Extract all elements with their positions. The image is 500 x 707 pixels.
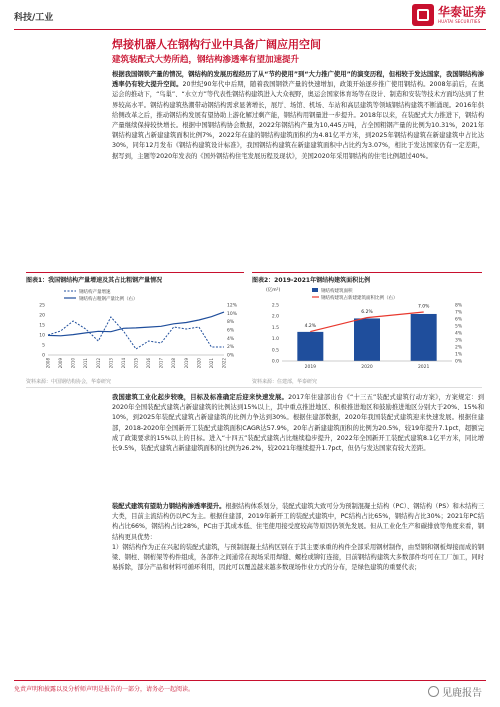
figure-1-title: 图表1：我国钢结构产量增速及其占比粗钢产量情况 [26,277,163,284]
figure-1-y-left-tick: 25 [39,303,45,309]
figure-1-x-tick: 2018 [171,358,177,369]
figure-1-source: 资料来源：中国钢结构协会，华泰研究 [26,379,112,385]
figure-2-y-left-tick: 1.0 [271,337,279,343]
figure-1-x-tick: 2014 [120,358,126,369]
figure-2-y-left-tick: 2.0 [271,314,279,320]
figure-1-chart [26,285,244,375]
figure-1-y-right-tick: 10% [227,311,238,317]
figure-1-x-tick: 2008 [45,358,51,369]
figure-2-y-left-tick: 1.5 [271,325,279,331]
figure-1-y-left-tick: 15 [39,323,45,329]
figure-1-x-tick: 2011 [83,358,89,369]
figure-2-y-left-tick: 0.5 [271,348,279,354]
figure-2-y-right-tick: 8% [455,303,463,309]
paragraph-2 [112,393,484,454]
paragraph-2-body: 2017年住建部出台《“十三五”装配式建筑行动方案》，方案规定：到2020年全国装配式建筑占新建建筑的比例达到15%以上，其中重点推进地区、积极推进地区和鼓励推进地区分别大于20%、15%和10%，到2025年装配式建筑占新建建筑的比例力争达到30%。根据住建部数据，2020年我国装配式建筑迎来快速发展。根据住建部，2018-2020年全国新开工装配式建筑面积CAGR达57.9%，20年占新建建筑面积的比例为20.5%，较19年提升7.1pct，超额完成了政策要求的15%以上的目标。进入“十四五”装配式建筑占比继续稳步提升，2022年全国新开工装配式建筑8.1亿平方米，同比增长9.5%，装配式建筑占新建建筑面积的比例为26.2%，较2021年继续提升1.7pct，但仍与发达国家有较大差距。 [112,394,484,453]
figure-2-data-label: 7.0% [417,304,430,310]
figure-1-x-tick: 2017 [158,358,164,369]
brand-name: 华泰证券 [437,5,486,19]
figure-1-x-tick: 2015 [133,358,139,369]
page-subtitle: 建筑装配式大势所趋，钢结构渗透率有望加速提升 [112,55,300,65]
source-divider [26,387,482,388]
figure-1-x-tick: 2022 [221,358,227,369]
figure-1-y-left-tick: 5 [42,343,45,349]
figure-1-x-tick: 2009 [58,358,64,369]
figure-2-y-right-tick: 7% [455,310,463,316]
figure-1-y-right-tick: 8% [227,320,235,326]
figure-2-data-label: 6.2% [361,310,373,316]
figure-1-x-tick: 2019 [183,358,189,369]
brand-logo-block [412,4,486,26]
paragraph-3-body: 根据结构体系划分，装配式建筑大致可分为预制混凝土结构（PC）、钢结构（PS）和木结构三大类，目前主流结构仍以PC为主。根据住建部，2019年新开工的装配式建筑中，PC结构占比65%，钢结构占比30%；2021年PC结构占比66%，钢结构占比28%，PC由于其成本低、住宅使用接受度较高等原因仍领先发展。但从工业化生产和碳排放等角度来看，钢结构更具优势： [112,503,485,541]
figure-1-x-tick: 2020 [196,358,202,369]
figure-2 [252,272,482,375]
figure-2-chart [252,285,482,375]
huatai-logo-icon [412,4,434,26]
brand-subname: HUATAI SECURITIES [437,19,481,24]
figure-2-legend-a: 钢结构建筑面积 [321,289,353,294]
header-section-label: 科技/工业 [14,13,54,23]
figure-2-data-label: 4.2% [304,324,317,330]
figure-1-y-left-tick: 0 [42,353,45,359]
figure-1-x-tick: 2010 [70,358,76,369]
figure-2-title: 图表2：2019-2021年钢结构建筑面积比例 [252,277,371,284]
figure-2-bar [354,318,380,361]
figure-1-y-right-tick: 0% [227,353,235,359]
paragraph-2-lead: 我国建筑工业化起步较晚，目标及标准确定后迎来快速发展。 [112,394,289,401]
page-title: 焊接机器人在钢构行业中具备广阔应用空间 [112,38,321,51]
paragraph-1 [112,70,484,162]
figure-1-y-right-tick: 4% [227,336,235,342]
figure-2-bar [297,332,323,361]
footer-divider [14,680,486,681]
figure-1-y-left-tick: 20 [39,313,45,319]
figure-2-bar [411,314,437,361]
figure-2-y-left-tick: 0.0 [271,359,279,365]
figure-1-legend-b: 钢结构占粗钢产量比例（右） [79,297,138,302]
figure-2-legend-b: 钢结构建筑占新建建筑面积比例（右） [321,296,398,301]
figure-1-legend-a: 钢结构产量增速 [79,290,111,295]
figure-2-x-tick: 2021 [417,365,430,370]
series-growth-line [48,317,224,349]
figure-2-y-right-tick: 4% [455,331,463,337]
series-share-line [48,312,224,336]
figure-2-y-left-tick: 2.5 [271,303,279,309]
figure-1-x-tick: 2012 [95,358,101,369]
figure-1-y-right-tick: 12% [227,303,238,309]
figure-1-x-tick: 2013 [108,358,114,369]
figure-2-y-right-tick: 0% [455,359,463,365]
paragraph-1-body: 20世纪90年代中后期，随着我国钢铁产量的快速增加，政策开始逐步推广使用钢结构。2008年前后，在奥运会的推动下，“鸟巢”、“水立方”等代表性钢结构建筑进入大众视野，奥运会国家体育场等在设计、制造和安装等技术方面均达到了世界较高水平。钢结构建筑热潮带动钢结构需求显著增长，展厅、场馆、机场、车站和高层建筑等领域钢结构建筑不断涌现。2016年供给侧改革之后，推动钢结构发展有望协助上游化解过剩产能，钢结构用钢量进一步提升。2018年以来，在装配式大力推进下，钢结构产量继续保持较快增长。根据中国钢结构协会数据，2022年钢结构产量为10,445万吨，占全国粗钢产量的比例为10.31%，2021年钢结构建筑占新建建筑面积比例7%，2022年在建的钢结构建筑面积约为4.81亿平方米，到2025年钢结构建筑在新建建筑中占比达30%，同年12月发布《钢结构建筑设计标准》，我国钢结构建筑在新建建筑面积中占比约为3.07%，相比于发达国家仍有一定差距，据写到，主题等2020年发表的《国外钢结构住宅发展历程及现状》，美国2020年采用钢结构的住宅比例超过40%。 [112,81,484,160]
watermark-icon [428,686,439,697]
figure-2-y-right-tick: 1% [455,352,463,358]
footer-disclaimer: 免责声明和披露以及分析师声明是报告的一部分，请务必一起阅读。 [14,686,195,693]
figure-2-y-right-tick: 2% [455,345,463,351]
header-divider [14,29,486,30]
figure-2-unit: (亿m²) [266,288,281,293]
figure-2-x-tick: 2020 [361,365,373,370]
figure-2-y-right-tick: 3% [455,338,463,344]
paragraph-3-lead: 装配式建筑有望助力钢结构渗透率提升。 [112,503,226,510]
figure-1-y-left-tick: 10 [39,333,45,339]
paragraph-1-lead: 根据我国钢铁产量的情况，钢结构的发展历程经历了从“节约使用”到“大力推广使用”的演变历程，但相较于发达国家，我国钢结构渗透率仍有较大提升空间。 [112,71,484,89]
figure-2-y-right-tick: 6% [455,317,463,323]
figure-2-source: 资料来源：住建部，华泰研究 [252,379,318,385]
figure-1-y-right-tick: 6% [227,328,235,334]
watermark-text: 见鹿报告 [442,688,482,699]
figure-1-x-tick: 2016 [146,358,152,369]
paragraph-3 [112,502,484,573]
figure-1 [26,272,244,375]
figure-2-x-tick: 2019 [304,365,317,370]
figure-2-y-right-tick: 5% [455,324,463,330]
figure-1-x-tick: 2021 [208,358,214,369]
paragraph-3-item-1: 1）钢结构作为正在兴起的装配式建筑，与预制混凝土结构区别在于其主要承重的构件全部采用钢材制作，由型钢和钢板焊接而成的钢梁、钢柱、钢桁架等构件组成，各部件之间通常在现场采用焊缝、螺栓或铆钉连接，目前钢结构建筑大多数部件均可在工厂加工，同时易拆除，部分产品和材料可循环利用，因此可以覆盖越来越多数现场作业方式的分布，是绿色建筑的重要代表； [112,543,484,572]
watermark [428,684,482,699]
figure-1-y-right-tick: 2% [227,345,235,351]
